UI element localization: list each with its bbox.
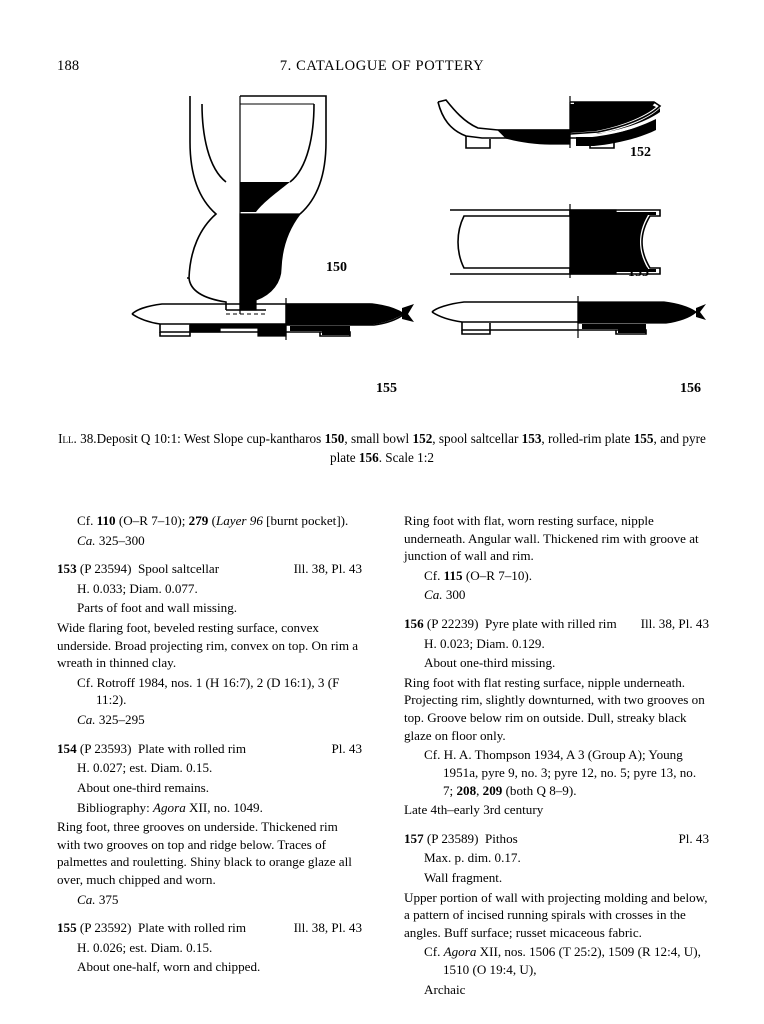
entry-157-cf-rest: XII, nos. 1506 (T 25:2), 1509 (R 12:4, U), 1510 (O 19:4, U), xyxy=(443,944,701,978)
entry-155-heading xyxy=(57,919,362,937)
caption-text-6: . Scale 1:2 xyxy=(378,449,435,465)
catalogue-entry-155 xyxy=(57,919,362,976)
entry-153-title: Spool saltcellar xyxy=(138,561,220,577)
entry-157-title: Pithos xyxy=(485,830,518,846)
entry-156-cf-num-209: 209 xyxy=(482,782,503,798)
figure-label-150: 150 xyxy=(326,260,347,275)
entry-153-dimensions: H. 0.033; Diam. 0.077. xyxy=(77,580,198,596)
entry-157-description: Upper portion of wall with projecting molding and below, a pattern of incised running spirals with crosses in the angles. Buff surface; russet micaceous fabric. xyxy=(404,889,708,940)
caption-num-152: 152 xyxy=(412,431,433,446)
entry-155-cf xyxy=(404,567,709,585)
entry-155-inventory: (P 23592) xyxy=(79,920,132,936)
catalogue-entry-154 xyxy=(57,740,362,908)
page-header xyxy=(0,58,764,78)
entry-155-continued xyxy=(404,512,709,604)
entry-156-heading xyxy=(404,615,709,633)
entry-153-date xyxy=(57,711,362,729)
cross-reference-block xyxy=(57,512,362,549)
entry-154-number: 154 xyxy=(57,740,77,756)
cf-layer: Layer 96 xyxy=(215,513,263,528)
entry-157-number: 157 xyxy=(404,830,424,846)
entry-153-plate-ref: Ill. 38, Pl. 43 xyxy=(293,561,362,577)
catalogue-entry-153 xyxy=(57,560,362,728)
entry-153-description: Wide flaring foot, beveled resting surface, convex underside. Broad projecting rim, convex on top. On rim a wreath in thinned clay. xyxy=(57,620,359,671)
figure-label-155: 155 xyxy=(376,381,397,396)
entry-156-plate-ref: Ill. 38, Pl. 43 xyxy=(640,616,709,632)
caption-text-5: , and pyre plate xyxy=(329,431,706,465)
figure-caption xyxy=(57,430,707,467)
entry-154-bib-rest: XII, no. 1049. xyxy=(185,799,263,815)
entry-157-condition: Wall fragment. xyxy=(424,869,503,885)
entry-156-cf xyxy=(404,746,709,799)
cf-num-110: 110 xyxy=(96,513,116,528)
column-right xyxy=(404,512,709,998)
entry-154-date-ca: Ca. xyxy=(77,891,96,907)
entry-154-bib-label: Bibliography: xyxy=(77,799,154,815)
entry-157-inventory: (P 23589) xyxy=(426,830,479,846)
entry-153-date-ca: Ca. xyxy=(77,712,96,728)
entry-156-description: Ring foot with flat resting surface, nipple underneath. Projecting rim, slightly downturned, with two grooves on top. Groove below rim on outside. Dull, streaky black glaze on floor only. xyxy=(404,674,705,743)
entry-157-dimensions: Max. p. dim. 0.17. xyxy=(424,850,521,866)
entry-154-date-value: 375 xyxy=(95,891,119,907)
caption-text-1: Deposit Q 10:1: West Slope cup-kantharos xyxy=(96,431,325,446)
entry-156-inventory: (P 22239) xyxy=(426,616,479,632)
entry-157-heading xyxy=(404,830,709,848)
entry-153-date-value: 325–295 xyxy=(95,712,145,728)
entry-154-description: Ring foot, three grooves on underside. Thickened rim with two grooves on top and ridge below. Traces of palmettes and rouletting. Shiny black to orange glaze all over, much chipped and worn. xyxy=(57,819,352,887)
catalogue-entry-157 xyxy=(404,830,709,998)
caption-num-150: 150 xyxy=(324,431,345,446)
entry-156-cf-suffix: (both Q 8–9). xyxy=(502,782,577,798)
pottery-profile-drawings xyxy=(50,82,720,412)
illustration-38 xyxy=(50,82,720,412)
entry-154-dimensions: H. 0.027; est. Diam. 0.15. xyxy=(77,760,213,776)
catalogue-columns xyxy=(57,512,709,997)
running-head: 7. CATALOGUE OF POTTERY xyxy=(279,58,485,74)
date-line xyxy=(57,532,362,550)
cf-mid-1: (O–R 7–10); xyxy=(115,513,189,528)
entry-155-cf-suffix: (O–R 7–10). xyxy=(462,567,533,583)
entry-157-cf-italic: Agora xyxy=(443,944,477,960)
entry-156-number: 156 xyxy=(404,616,424,632)
figure-label-156: 156 xyxy=(680,381,701,396)
entry-154-bib-italic: Agora xyxy=(153,799,186,815)
entry-155-plate-ref: Ill. 38, Pl. 43 xyxy=(293,920,362,936)
entry-156-condition: About one-third missing. xyxy=(424,655,556,671)
entry-156-title: Pyre plate with rilled rim xyxy=(485,616,617,632)
page-number: 188 xyxy=(57,58,80,74)
entry-156-cf-sep: , xyxy=(476,782,483,798)
entry-156-date: Late 4th–early 3rd century xyxy=(404,802,544,818)
caption-num-156: 156 xyxy=(358,449,379,465)
date-ca: Ca. xyxy=(77,532,96,548)
figure-label-152: 152 xyxy=(630,145,651,160)
cf-suffix: [burnt pocket]). xyxy=(262,513,349,528)
date-value: 325–300 xyxy=(95,532,145,548)
entry-156-dimensions: H. 0.023; Diam. 0.129. xyxy=(424,635,545,651)
caption-label: Ill. 38. xyxy=(58,431,97,446)
caption-text-2: , small bowl xyxy=(344,431,413,446)
entry-155-condition: About one-half, worn and chipped. xyxy=(77,959,261,975)
cf-prefix: Cf. xyxy=(77,513,97,528)
entry-156-cf-prefix: Cf. H. A. Thompson 1934, A 3 (Group A); Young 1951a, pyre 9, no. 3; pyre 12, no. 5; pyre 13, no. 7; xyxy=(424,747,697,798)
entry-155-cf-prefix: Cf. xyxy=(424,567,444,583)
caption-num-155: 155 xyxy=(633,431,654,446)
entry-156-cf-num-208: 208 xyxy=(456,782,477,798)
entry-157-cf xyxy=(404,943,709,978)
entry-154-title: Plate with rolled rim xyxy=(138,740,247,756)
entry-153-condition: Parts of foot and wall missing. xyxy=(77,600,238,616)
entry-154-bibliography xyxy=(57,799,362,817)
caption-text-4: , rolled-rim plate xyxy=(541,431,634,446)
cf-line xyxy=(57,512,362,530)
cf-mid-2: ( xyxy=(208,513,216,528)
entry-155-description: Ring foot with flat, worn resting surface, nipple underneath. Angular wall. Thickened rim with groove at junction of wall and rim. xyxy=(404,513,699,564)
entry-155-date xyxy=(404,586,709,604)
entry-153-heading xyxy=(57,560,362,578)
entry-154-condition: About one-third remains. xyxy=(77,779,209,795)
catalogue-entry-156 xyxy=(404,615,709,819)
entry-154-heading xyxy=(57,740,362,758)
figure-label-153: 153 xyxy=(628,265,649,280)
caption-num-153: 153 xyxy=(521,431,542,446)
entry-155-dimensions: H. 0.026; est. Diam. 0.15. xyxy=(77,939,213,955)
entry-157-plate-ref: Pl. 43 xyxy=(678,830,709,846)
entry-154-inventory: (P 23593) xyxy=(79,740,132,756)
column-left xyxy=(57,512,362,976)
entry-154-plate-ref: Pl. 43 xyxy=(331,740,362,756)
entry-157-date: Archaic xyxy=(424,981,466,997)
entry-154-date xyxy=(57,891,362,909)
entry-155-title: Plate with rolled rim xyxy=(138,920,247,936)
caption-text-3: , spool saltcellar xyxy=(432,431,522,446)
entry-155-cf-num: 115 xyxy=(443,567,463,583)
entry-155-number: 155 xyxy=(57,920,77,936)
entry-155-date-value: 300 xyxy=(442,587,466,603)
entry-153-cf: Cf. Rotroff 1984, nos. 1 (H 16:7), 2 (D 16:1), 3 (F 11:2). xyxy=(77,674,340,708)
entry-153-number: 153 xyxy=(57,561,77,577)
entry-155-date-ca: Ca. xyxy=(424,587,443,603)
entry-153-inventory: (P 23594) xyxy=(79,561,132,577)
entry-157-cf-prefix: Cf. xyxy=(424,944,444,960)
cf-num-279: 279 xyxy=(188,513,209,528)
